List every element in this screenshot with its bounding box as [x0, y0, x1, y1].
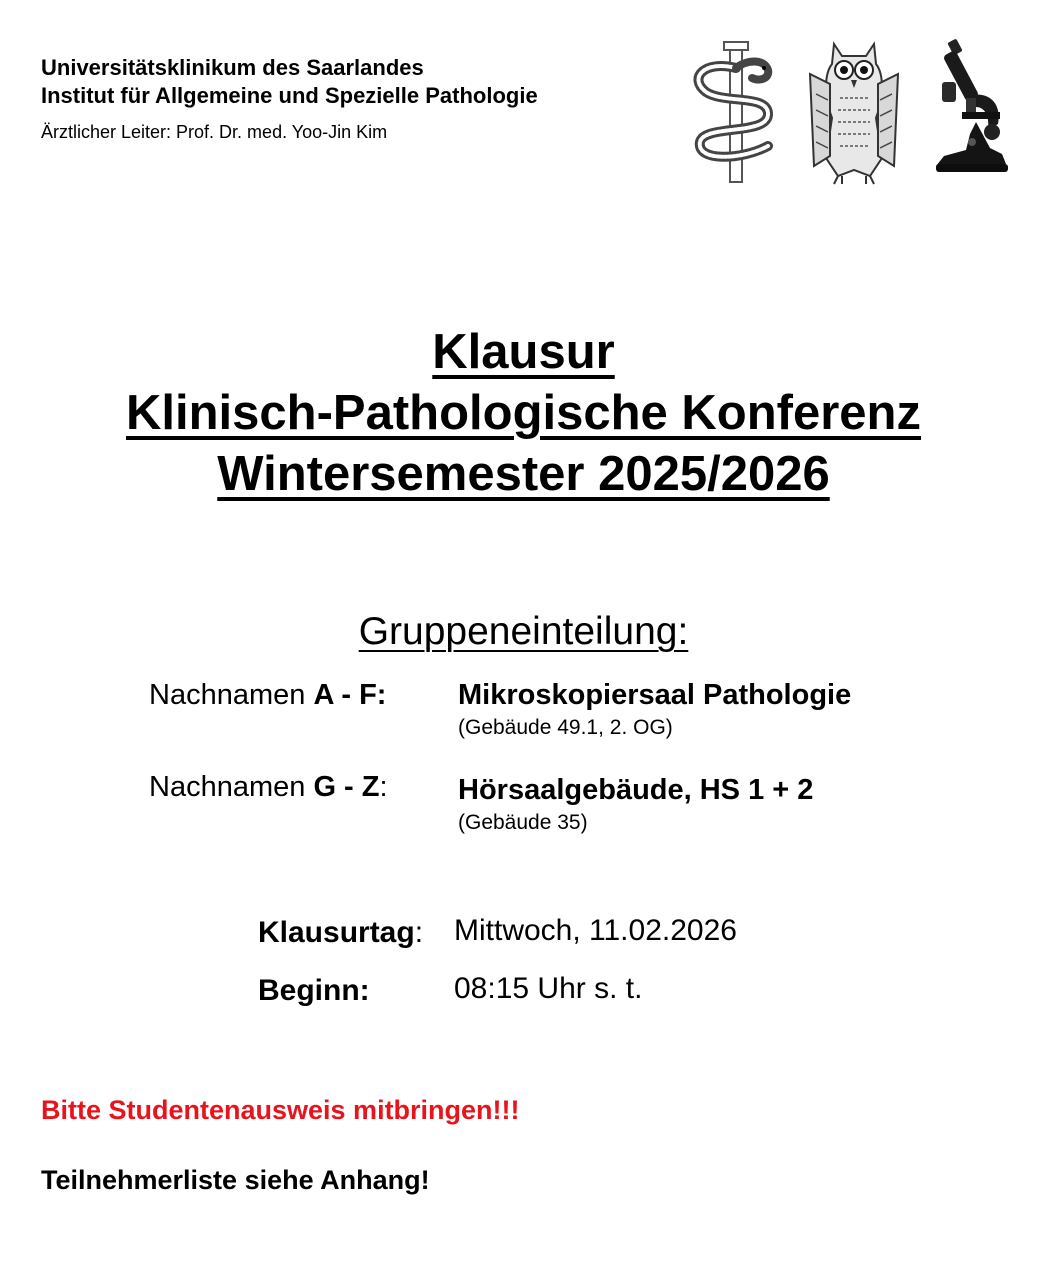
room-name: Hörsaalgebäude, HS 1 + 2: [458, 774, 814, 806]
room-building: (Gebäude 35): [458, 811, 588, 834]
logo-group: [684, 38, 1016, 188]
group-row-a-f-label: Nachnamen A - F:: [149, 679, 387, 711]
id-card-reminder: Bitte Studentenausweis mitbringen!!!: [41, 1095, 520, 1125]
title-semester: Wintersemester 2025/2026: [217, 447, 830, 501]
title-klausur: Klausur: [432, 325, 615, 379]
title-course: Klinisch-Pathologische Konferenz: [126, 386, 921, 440]
name-range: G - Z: [313, 771, 380, 803]
room-building: (Gebäude 49.1, 2. OG): [458, 716, 673, 739]
header-institute: Institut für Allgemeine und Spezielle Pathologie: [41, 83, 538, 108]
exam-start-value: 08:15 Uhr s. t.: [454, 972, 643, 1005]
participant-list-note: Teilnehmerliste siehe Anhang!: [41, 1165, 430, 1195]
group-row-g-z-label: Nachnamen G - Z:: [149, 771, 388, 803]
exam-day-value: Mittwoch, 11.02.2026: [454, 914, 737, 947]
header-institution: Universitätsklinikum des Saarlandes: [41, 55, 424, 80]
header-director: Ärztlicher Leiter: Prof. Dr. med. Yoo-Jin Kim: [41, 122, 388, 142]
microscope-icon: [936, 38, 1008, 172]
staff-of-asclepius-icon: [698, 42, 768, 182]
room-name: Mikroskopiersaal Pathologie: [458, 679, 852, 711]
exam-day-label: Klausurtag:: [258, 916, 424, 949]
owl-icon: [810, 44, 898, 184]
exam-start-label: Beginn:: [258, 974, 370, 1007]
group-heading: Gruppeneinteilung:: [358, 610, 689, 653]
name-range: A - F: [313, 679, 377, 711]
